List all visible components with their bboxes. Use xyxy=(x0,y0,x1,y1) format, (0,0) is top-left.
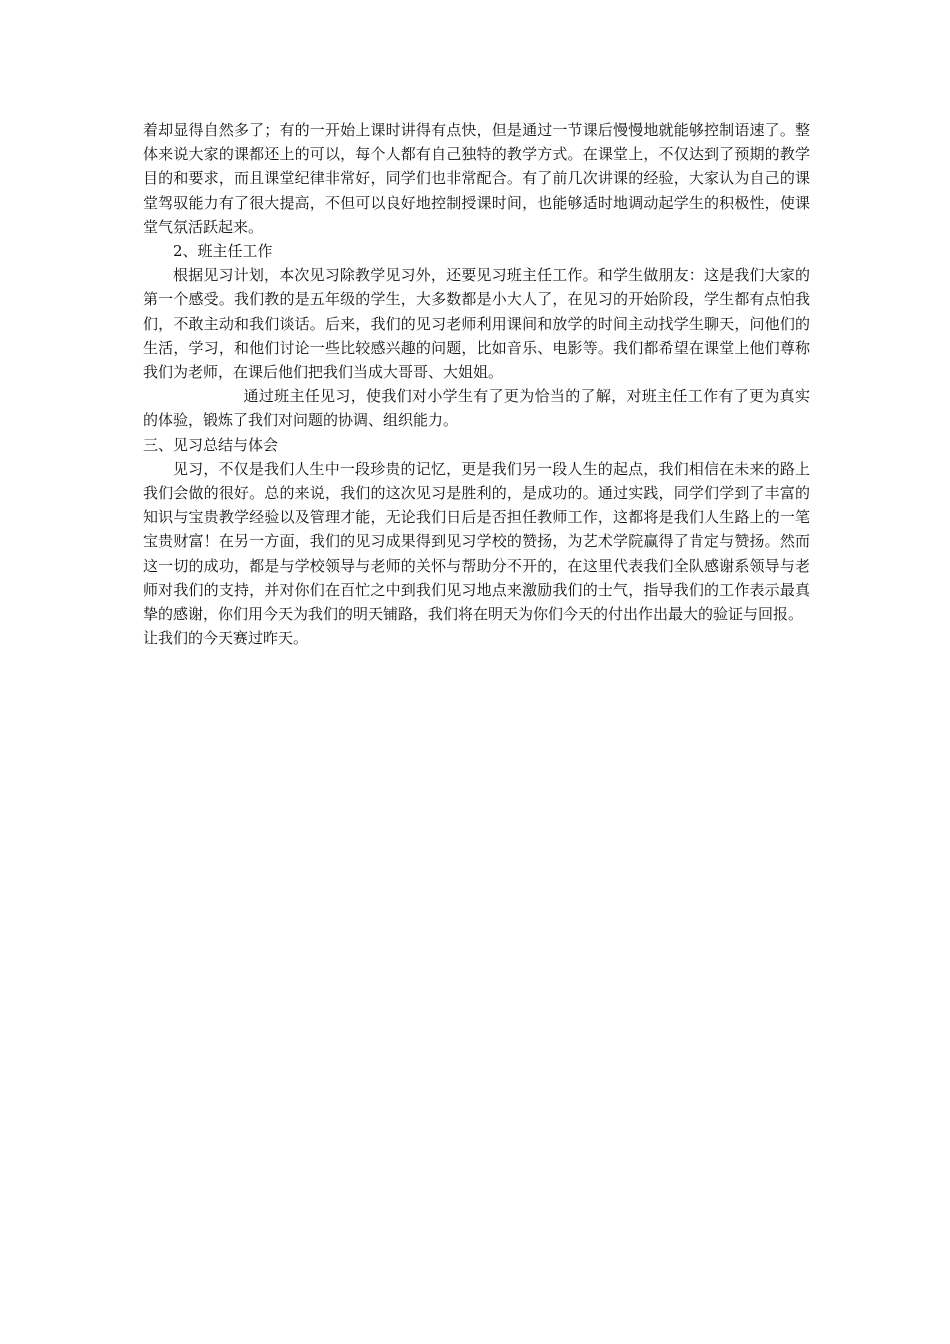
document-page xyxy=(143,118,810,650)
paragraph-summary: 见习，不仅是我们人生中一段珍贵的记忆，更是我们另一段人生的起点，我们相信在未来的路上我们会做的很好。总的来说，我们的这次见习是胜利的，是成功的。通过实践，同学们学到了丰富的知识与宝贵教学经验以及管理才能，无论我们日后是否担任教师工作，这都将是我们人生路上的一笔宝贵财富！在另一方面，我们的见习成果得到见习学校的赞扬，为艺术学院赢得了肯定与赞扬。然而这一切的成功，都是与学校领导与老师的关怀与帮助分不开的，在这里代表我们全队感谢系领导与老师对我们的支持，并对你们在百忙之中到我们见习地点来激励我们的士气，指导我们的工作表示最真挚的感谢，你们用今天为我们的明天铺路，我们将在明天为你们今天的付出作出最大的验证与回报。 xyxy=(143,459,810,624)
paragraph-closing: 让我们的今天赛过昨天。 xyxy=(143,629,309,648)
heading-homeroom-work: 2、班主任工作 xyxy=(173,242,273,261)
paragraph-homeroom-result: 通过班主任见习，使我们对小学生有了更为恰当的了解，对班主任工作有了更为真实的体验，锻炼了我们对问题的协调、组织能力。 xyxy=(143,387,810,430)
paragraph-homeroom-plan: 根据见习计划，本次见习除教学见习外，还要见习班主任工作。和学生做朋友：这是我们大家的第一个感受。我们教的是五年级的学生，大多数都是小大人了，在见习的开始阶段，学生都有点怕我们，不敢主动和我们谈话。后来，我们的见习老师利用课间和放学的时间主动找学生聊天，问他们的生活，学习，和他们讨论一些比较感兴趣的问题，比如音乐、电影等。我们都希望在课堂上他们尊称我们为老师，在课后他们把我们当成大哥哥、大姐姐。 xyxy=(143,266,810,382)
paragraph-teaching-continued: 着却显得自然多了；有的一开始上课时讲得有点快，但是通过一节课后慢慢地就能够控制语速了。整体来说大家的课都还上的可以，每个人都有自己独特的教学方式。在课堂上，不仅达到了预期的教学目的和要求，而且课堂纪律非常好，同学们也非常配合。有了前几次讲课的经验，大家认为自己的课堂驾驭能力有了很大提高，不但可以良好地控制授课时间，也能够适时地调动起学生的积极性，使课堂气氛活跃起来。 xyxy=(143,121,810,236)
heading-summary: 三、见习总结与体会 xyxy=(143,435,279,454)
